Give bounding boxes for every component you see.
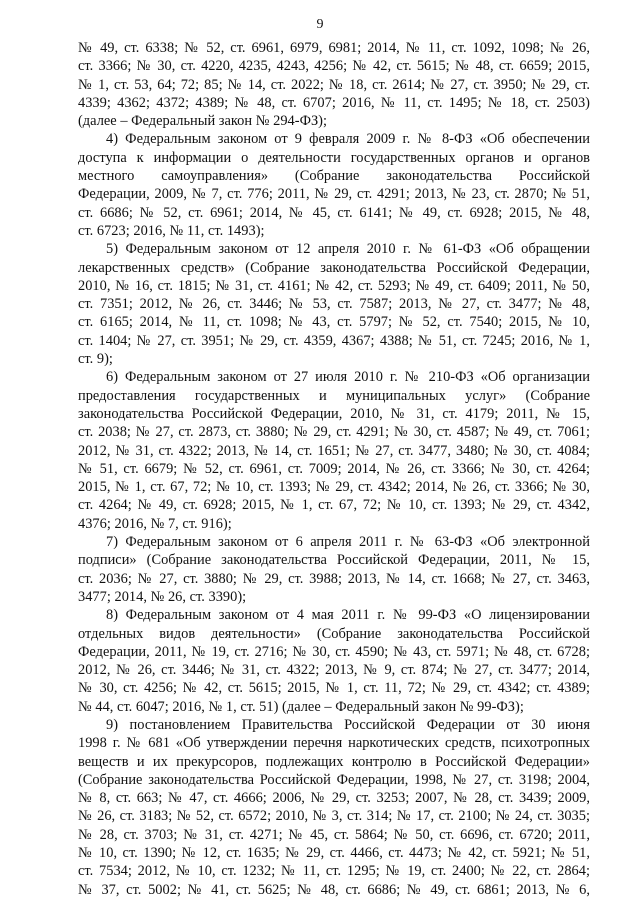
text-line: ст. 7351; 2012, № 26, ст. 3446; № 53, ст. 7587; 2013, № 27, ст. 3477; № 48,	[78, 296, 590, 313]
text-line: ст. 6686; № 52, ст. 6961; 2014, № 45, ст. 6141; № 49, ст. 6928; 2015, № 48,	[78, 204, 590, 221]
text-line: Федерации, 2009, № 7, ст. 776; 2011, № 29, ст. 4291; 2013, № 23, ст. 2870; № 51,	[78, 186, 590, 203]
paragraph-p7	[78, 533, 590, 606]
text-line: 2012, № 31, ст. 4322; 2013, № 14, ст. 1651; № 27, ст. 3477, 3480; № 30, ст. 4084;	[78, 442, 590, 459]
text-line: 4) Федеральным законом от 9 февраля 2009 г. № 8-ФЗ «Об обеспечении	[106, 131, 590, 148]
text-line: № 26, ст. 3183; № 52, ст. 6572; 2010, № 3, ст. 314; № 17, ст. 2100; № 24, ст. 3035;	[78, 808, 590, 825]
text-line: лекарственных средств» (Собрание законодательства Российской Федерации,	[78, 259, 590, 276]
text-line: ст. 9);	[78, 351, 113, 368]
text-line: отдельных видов деятельности» (Собрание законодательства Российской	[78, 625, 590, 642]
text-line: № 37, ст. 5002; № 41, ст. 5625; № 48, ст. 6686; № 49, ст. 6861; 2013, № 6,	[78, 881, 590, 898]
text-line: законодательства Российской Федерации, 2010, № 31, ст. 4179; 2011, № 15,	[78, 405, 590, 422]
text-line: 2015, № 1, ст. 67, 72; № 10, ст. 1393; № 29, ст. 4342; 2014, № 26, ст. 3366; № 30,	[78, 479, 590, 496]
text-line: веществ и их прекурсоров, подлежащих контролю в Российской Федерации»	[78, 753, 590, 770]
paragraph-p5	[78, 240, 590, 368]
text-line: ст. 7534; 2012, № 10, ст. 1232; № 11, ст. 1295; № 19, ст. 2400; № 22, ст. 2864;	[78, 863, 590, 880]
text-line: (далее – Федеральный закон № 294-ФЗ);	[78, 113, 328, 130]
text-line: ст. 4264; № 49, ст. 6928; 2015, № 1, ст. 67, 72; № 10, ст. 1393; № 29, ст. 4342,	[78, 497, 590, 514]
text-line: 9) постановлением Правительства Российской Федерации от 30 июня	[106, 716, 590, 733]
paragraph-p8	[78, 606, 590, 716]
paragraph-p6	[78, 368, 590, 533]
text-line: 7) Федеральным законом от 6 апреля 2011 г. № 63-ФЗ «Об электронной	[106, 534, 590, 551]
text-line: ст. 6723; 2016, № 11, ст. 1493);	[78, 222, 265, 239]
text-line: № 10, ст. 1390; № 12, ст. 1635; № 29, ст. 4466, ст. 4473; № 42, ст. 5921; № 51,	[78, 845, 590, 862]
text-line: № 44, ст. 6047; 2016, № 1, ст. 51) (далее – Федеральный закон № 99-ФЗ);	[78, 698, 524, 715]
text-line: 4339; 4362; 4372; 4389; № 48, ст. 6707; 2016, № 11, ст. 1495; № 18, ст. 2503)	[78, 94, 590, 111]
text-line: № 1, ст. 53, 64; 72; 85; № 14, ст. 2022; № 18, ст. 2614; № 27, ст. 3950; № 29, ст.	[78, 76, 590, 93]
text-line: № 51, ст. 6679; № 52, ст. 6961, ст. 7009; 2014, № 26, ст. 3366; № 30, ст. 4264;	[78, 460, 590, 477]
text-line: 8) Федеральным законом от 4 мая 2011 г. № 99-ФЗ «О лицензировании	[106, 607, 590, 624]
paragraph-p9	[78, 716, 590, 899]
text-line: 5) Федеральным законом от 12 апреля 2010 г. № 61-ФЗ «Об обращении	[106, 241, 590, 258]
text-line: ст. 1404; № 27, ст. 3951; № 29, ст. 4359, 4367; 4388; № 51, ст. 7245; 2016, № 1,	[78, 332, 590, 349]
text-line: ст. 2038; № 27, ст. 2873, ст. 3880; № 29, ст. 4291; № 30, ст. 4587; № 49, ст. 7061;	[78, 424, 590, 441]
page-number: 9	[316, 17, 324, 32]
text-line: 2010, № 16, ст. 1815; № 31, ст. 4161; № 42, ст. 5293; № 49, ст. 6409; 2011, № 50,	[78, 277, 590, 294]
text-line: Федерации, 2011, № 19, ст. 2716; № 30, ст. 4590; № 43, ст. 5971; № 48, ст. 6728;	[78, 643, 590, 660]
text-line: (Собрание законодательства Российской Федерации, 1998, № 27, ст. 3198; 2004,	[78, 771, 590, 788]
text-line: № 8, ст. 663; № 47, ст. 4666; 2006, № 29, ст. 3253; 2007, № 28, ст. 3439; 2009,	[78, 790, 590, 807]
text-line: местного самоуправления» (Собрание законодательства Российской	[78, 168, 590, 185]
text-line: 1998 г. № 681 «Об утверждении перечня наркотических средств, психотропных	[78, 735, 590, 752]
text-line: доступа к информации о деятельности государственных органов и органов	[78, 149, 590, 166]
document-body	[78, 39, 590, 899]
text-line: ст. 6165; 2014, № 11, ст. 1098; № 43, ст. 5797; № 52, ст. 7540; 2015, № 10,	[78, 314, 590, 331]
text-line: предоставления государственных и муниципальных услуг» (Собрание	[78, 387, 590, 404]
text-line: № 49, ст. 6338; № 52, ст. 6961, 6979, 6981; 2014, № 11, ст. 1092, 1098; № 26,	[78, 40, 590, 56]
text-line: 4376; 2016, № 7, ст. 916);	[78, 515, 232, 532]
text-line: № 28, ст. 3703; № 31, ст. 4271; № 45, ст. 5864; № 50, ст. 6696, ст. 6720; 2011,	[78, 826, 590, 843]
paragraph-p4	[78, 130, 590, 240]
text-line: № 30, ст. 4256; № 42, ст. 5615; 2015, № 1, ст. 11, 72; № 29, ст. 4342; ст. 4389;	[78, 680, 590, 697]
text-line: 6) Федеральным законом от 27 июля 2010 г. № 210-ФЗ «Об организации	[106, 369, 590, 386]
text-line: 2012, № 26, ст. 3446; № 31, ст. 4322; 2013, № 9, ст. 874; № 27, ст. 3477; 2014,	[78, 662, 590, 679]
text-line: подписи» (Собрание законодательства Российской Федерации, 2011, № 15,	[78, 552, 590, 569]
paragraph-cont	[78, 39, 590, 130]
text-line: 3477; 2014, № 26, ст. 3390);	[78, 588, 247, 605]
text-line: ст. 2036; № 27, ст. 3880; № 29, ст. 3988; 2013, № 14, ст. 1668; № 27, ст. 3463,	[78, 570, 590, 587]
text-line: ст. 3366; № 30, ст. 4220, 4235, 4243, 4256; № 42, ст. 5615; № 48, ст. 6659; 2015,	[78, 58, 590, 75]
